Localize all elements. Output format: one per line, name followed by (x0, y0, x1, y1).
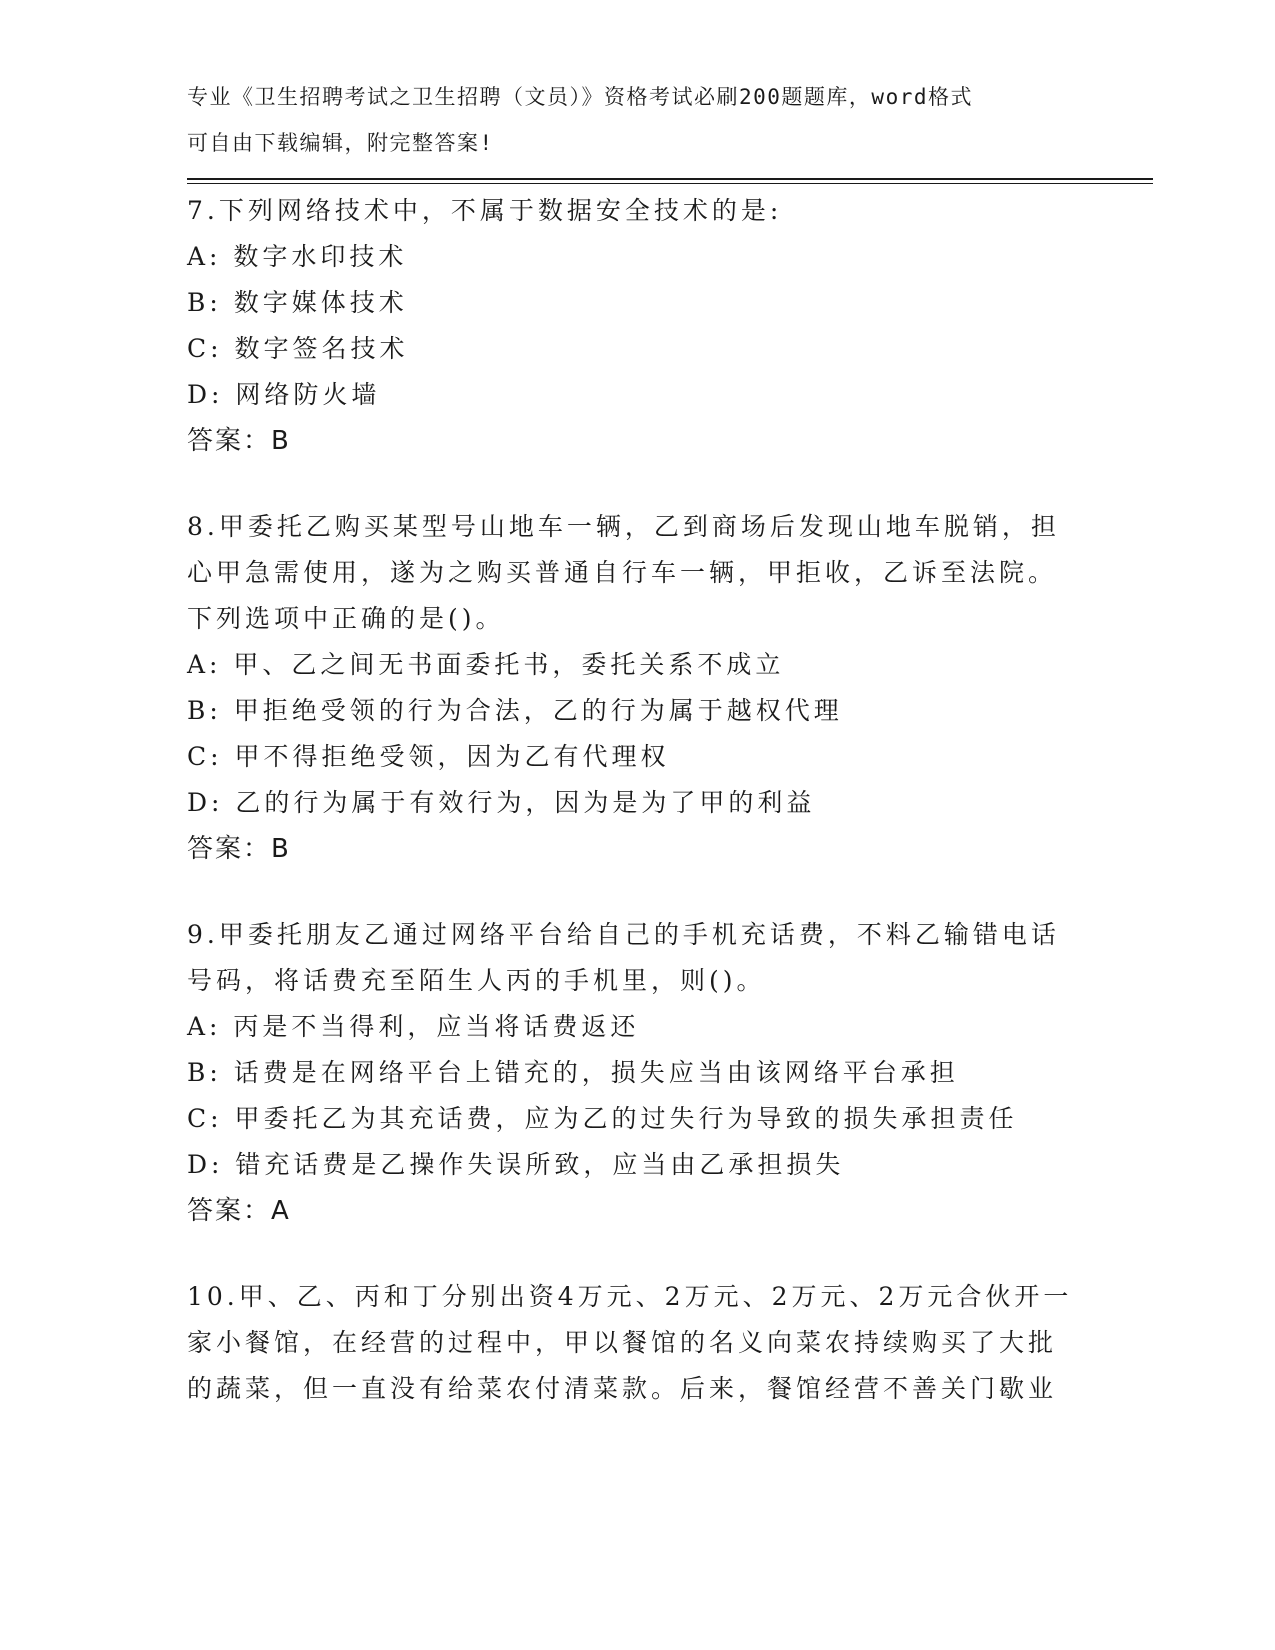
question-block-8 (187, 504, 1087, 872)
option-b: B: 甲拒绝受领的行为合法，乙的行为属于越权代理 (187, 696, 843, 725)
option-a: A: 数字水印技术 (187, 242, 408, 271)
question-stem: 心甲急需使用，遂为之购买普通自行车一辆，甲拒收，乙诉至法院。 (187, 558, 1058, 587)
option-a: A: 丙是不当得利，应当将话费返还 (187, 1012, 640, 1041)
spacer (187, 464, 1087, 504)
option-c: C: 数字签名技术 (187, 334, 409, 363)
option-d: D: 错充话费是乙操作失误所致，应当由乙承担损失 (187, 1150, 845, 1179)
question-stem: 7.下列网络技术中，不属于数据安全技术的是: (187, 196, 783, 225)
question-block-9 (187, 912, 1087, 1234)
header-divider-thick (187, 178, 1153, 180)
option-c: C: 甲委托乙为其充话费，应为乙的过失行为导致的损失承担责任 (187, 1104, 1018, 1133)
question-stem: 9.甲委托朋友乙通过网络平台给自己的手机充话费，不料乙输错电话 (187, 920, 1060, 949)
question-block-7 (187, 188, 1087, 464)
option-c: C: 甲不得拒绝受领，因为乙有代理权 (187, 742, 670, 771)
answer-line: 答案：A (187, 1196, 291, 1226)
header-divider-thin (187, 183, 1153, 184)
spacer (187, 1234, 1087, 1274)
header-line-1: 专业《卫生招聘考试之卫生招聘（文员）》资格考试必刷200题题库，word格式 (187, 85, 973, 109)
document-header (187, 74, 1067, 166)
question-stem: 家小餐馆，在经营的过程中，甲以餐馆的名义向菜农持续购买了大批 (187, 1328, 1058, 1357)
option-b: B: 数字媒体技术 (187, 288, 408, 317)
header-line-2: 可自由下载编辑，附完整答案! (187, 131, 494, 155)
option-a: A: 甲、乙之间无书面委托书，委托关系不成立 (187, 650, 785, 679)
option-b: B: 话费是在网络平台上错充的，损失应当由该网络平台承担 (187, 1058, 959, 1087)
option-d: D: 网络防火墙 (187, 380, 381, 409)
question-stem: 10.甲、乙、丙和丁分别出资4万元、2万元、2万元、2万元合伙开一 (187, 1282, 1073, 1311)
question-list (187, 188, 1087, 1412)
option-d: D: 乙的行为属于有效行为，因为是为了甲的利益 (187, 788, 816, 817)
question-stem: 下列选项中正确的是()。 (187, 604, 505, 633)
question-stem: 8.甲委托乙购买某型号山地车一辆，乙到商场后发现山地车脱销，担 (187, 512, 1060, 541)
answer-line: 答案：B (187, 834, 291, 864)
question-stem: 的蔬菜，但一直没有给菜农付清菜款。后来，餐馆经营不善关门歇业 (187, 1374, 1058, 1403)
question-stem: 号码，将话费充至陌生人丙的手机里，则()。 (187, 966, 766, 995)
spacer (187, 872, 1087, 912)
question-block-10 (187, 1274, 1087, 1412)
answer-line: 答案：B (187, 426, 291, 456)
